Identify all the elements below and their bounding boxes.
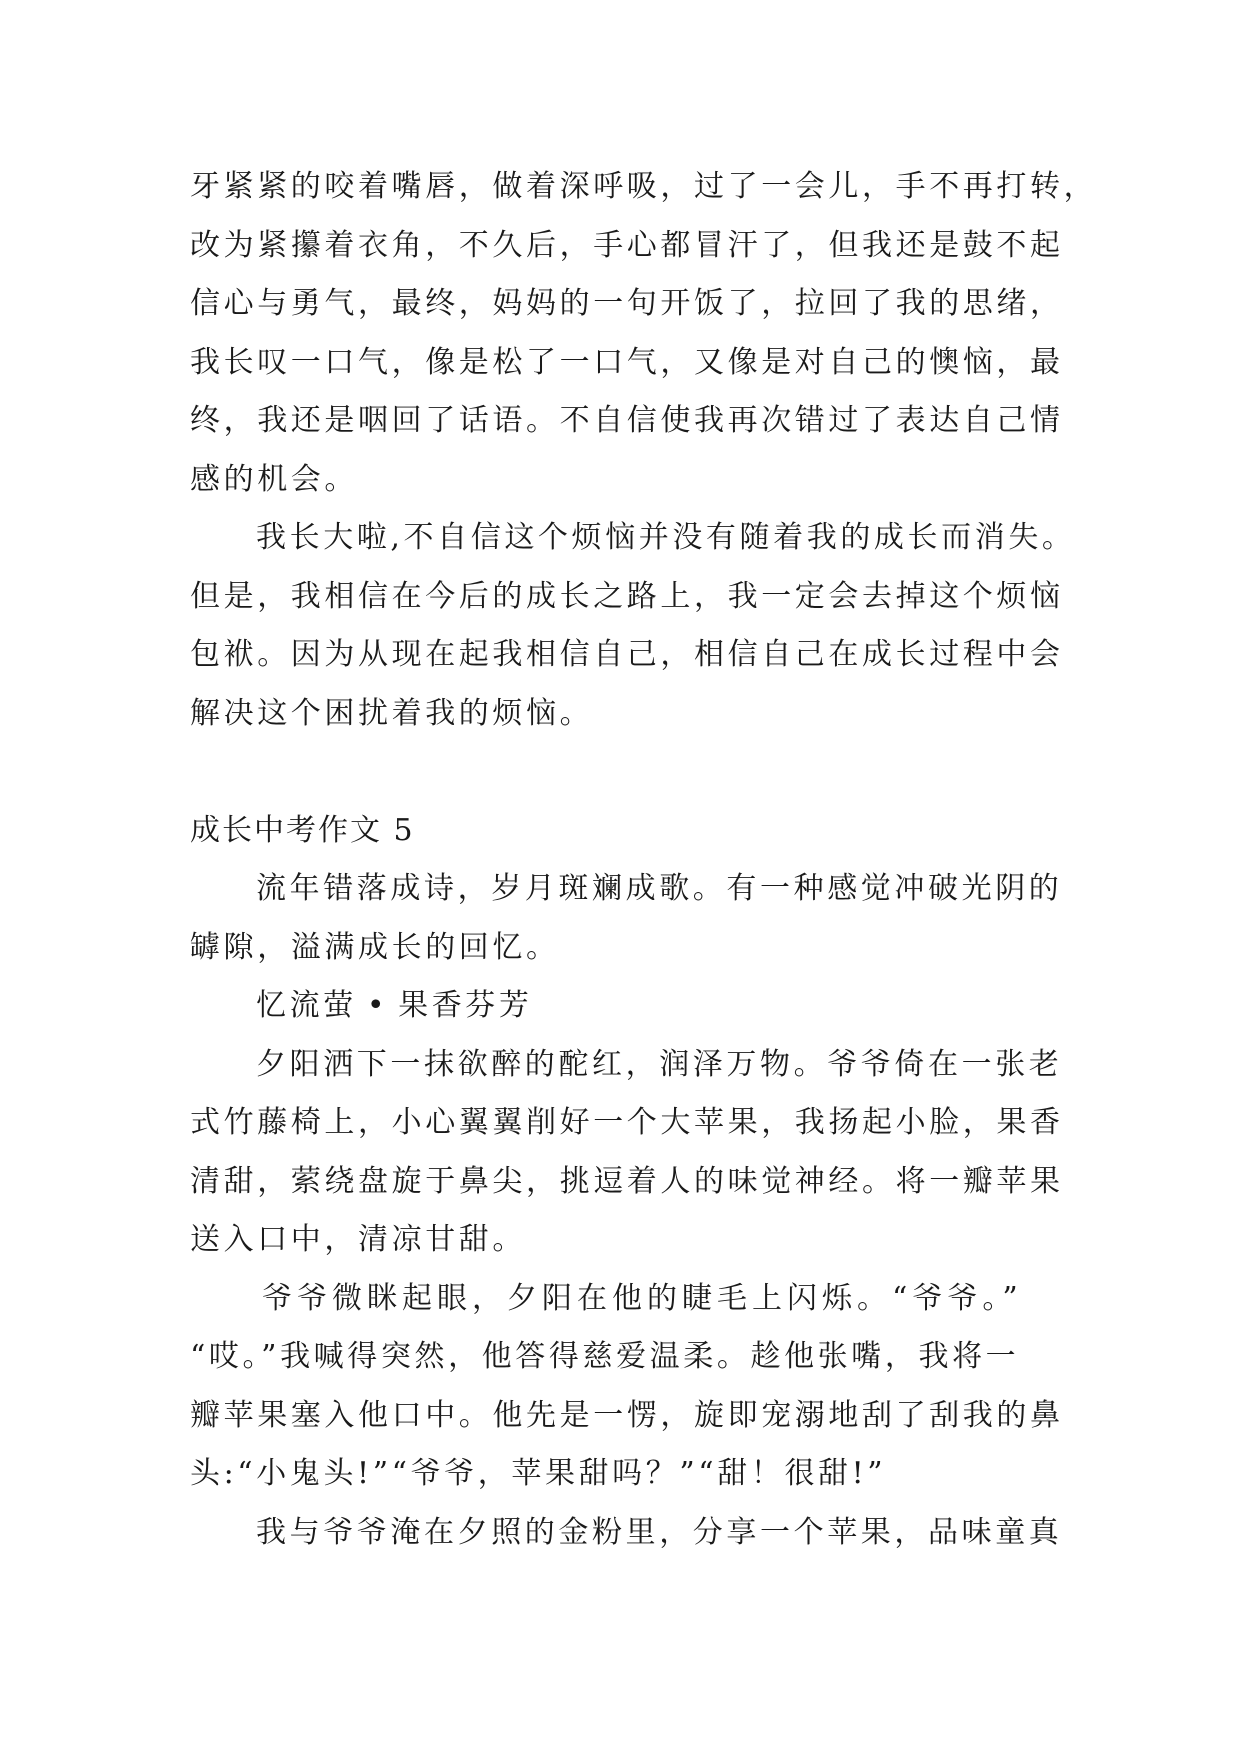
section-heading: 成长中考作文 5 [190, 812, 415, 848]
text-line: 改为紧攥着衣角，不久后，手心都冒汗了，但我还是鼓不起 [190, 227, 1064, 263]
text-line: 式竹藤椅上，小心翼翼削好一个大苹果，我扬起小脸，果香 [190, 1105, 1064, 1140]
text-line: 包袱。因为从现在起我相信自己，相信自己在成长过程中会 [190, 637, 1064, 672]
text-line: 但是，我相信在今后的成长之路上，我一定会去掉这个烦恼 [190, 578, 1064, 614]
paragraph-start: 流年错落成诗，岁月斑斓成歌。有一种感觉冲破光阴的 [256, 871, 1063, 906]
paragraph-start: 我与爷爷淹在夕照的金粉里，分享一个苹果，品味童真 [256, 1514, 1063, 1550]
text-line: 解决这个困扰着我的烦恼。 [190, 695, 594, 731]
text-line: 清甜，萦绕盘旋于鼻尖，挑逗着人的味觉神经。将一瓣苹果 [190, 1163, 1064, 1199]
subheading-part: 忆流萤 [256, 988, 357, 1023]
blank-line [190, 743, 1070, 802]
text-line: 牙紧紧的咬着嘴唇，做着深呼吸，过了一会儿，手不再打转， [190, 169, 1098, 204]
text-line: 头:“小鬼头!”“爷爷，苹果甜吗？”“甜！很甜!” [190, 1456, 887, 1491]
text-line: 终，我还是咽回了话语。不自信使我再次错过了表达自己情 [190, 403, 1064, 438]
text-line: 感的机会。 [190, 461, 358, 497]
text-line: 罅隙，溢满成长的回忆。 [190, 929, 560, 965]
text-line: 信心与勇气，最终，妈妈的一句开饭了，拉回了我的思绪， [190, 286, 1064, 321]
paragraph-start: 爷爷微眯起眼，夕阳在他的睫毛上闪烁。“爷爷。” [262, 1280, 1023, 1316]
paragraph-start: 我长大啦,不自信这个烦恼并没有随着我的成长而消失。 [256, 520, 1076, 555]
subheading [190, 977, 1070, 1036]
paragraph-start: 夕阳洒下一抹欲醉的酡红，润泽万物。爷爷倚在一张老 [256, 1046, 1063, 1082]
subheading-part: 果香芬芳 [398, 988, 533, 1023]
document-page [190, 158, 1098, 1562]
text-line: 我长叹一口气，像是松了一口气，又像是对自己的懊恼，最 [190, 344, 1064, 380]
text-line: “哎。”我喊得突然，他答得慈爱温柔。趁他张嘴，我将一 [190, 1339, 1020, 1374]
bullet-separator: • [366, 988, 389, 1023]
text-line: 瓣苹果塞入他口中。他先是一愣，旋即宠溺地刮了刮我的鼻 [190, 1397, 1064, 1433]
text-line: 送入口中，清凉甘甜。 [190, 1222, 526, 1257]
